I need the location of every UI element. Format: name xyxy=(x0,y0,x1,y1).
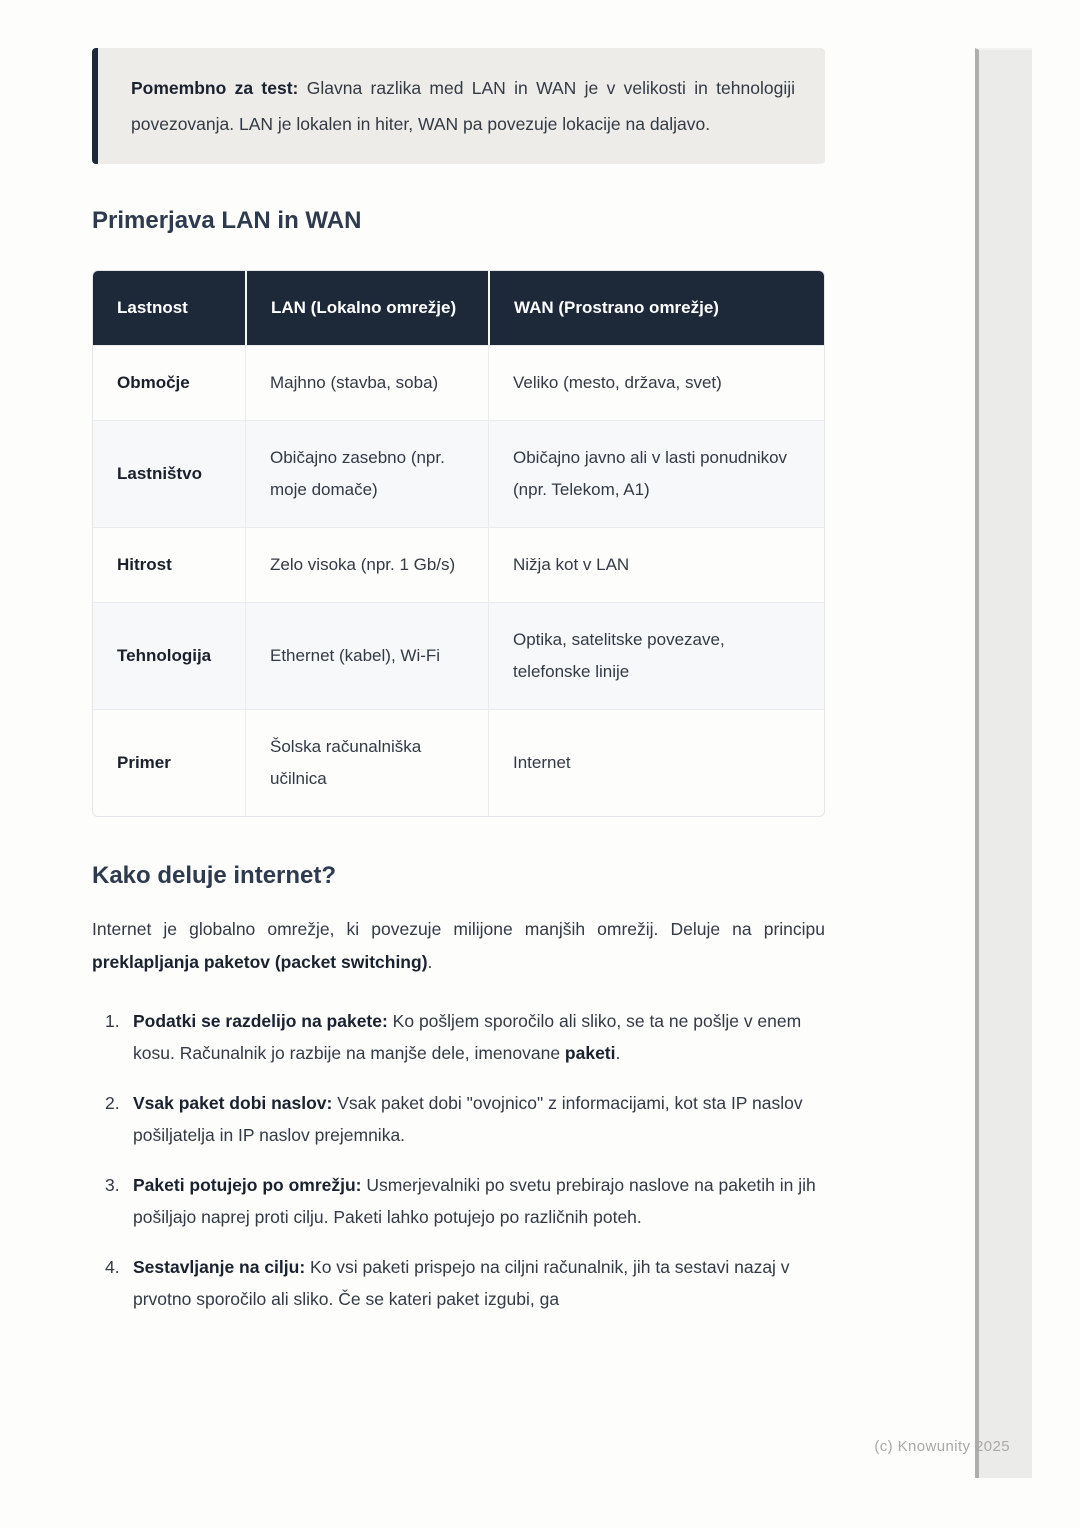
item-body: Vsak paket dobi "ovojnico" z informacijami, kot sta IP naslov pošiljatelja in IP naslov prejemnika. xyxy=(133,1093,803,1145)
item-lead: Paketi potujejo po omrežju: xyxy=(133,1175,362,1195)
packet-switching-steps-list xyxy=(92,1005,825,1315)
item-body: Ko pošljem sporočilo ali sliko, se ta ne pošlje v enem kosu. Računalnik jo razbije na manjše dele, imenovane xyxy=(133,1011,802,1063)
intro-text: Internet je globalno omrežje, ki povezuje milijone manjših omrežij. Deluje na principu xyxy=(92,919,825,939)
intro-bold-term: preklapljanja paketov (packet switching) xyxy=(92,952,428,972)
column-header-feature: Lastnost xyxy=(93,271,245,345)
item-lead: Vsak paket dobi naslov: xyxy=(133,1093,333,1113)
watermark: (c) Knowunity 2025 xyxy=(874,1438,1010,1455)
table-row xyxy=(93,602,824,709)
callout-text: Glavna razlika med LAN in WAN je v velikosti in tehnologiji povezovanja. LAN je lokalen in hiter, WAN pa povezuje lokacije na daljavo. xyxy=(131,78,795,134)
cell-wan: Optika, satelitske povezave, telefonske linije xyxy=(488,602,824,709)
row-label: Tehnologija xyxy=(93,602,245,709)
list-item xyxy=(92,1251,825,1315)
item-body: Ko vsi paketi prispejo na ciljni računalnik, jih ta sestavi nazaj v prvotno sporočilo ali sliko. Če se kateri paket izgubi, ga xyxy=(133,1257,790,1309)
table-row xyxy=(93,527,824,602)
table-row xyxy=(93,709,824,816)
intro-paragraph xyxy=(92,913,825,979)
table-row xyxy=(93,420,824,527)
list-item xyxy=(92,1005,825,1069)
item-body: Usmerjevalniki po svetu prebirajo naslove na paketih in jih pošiljajo naprej proti cilju. Paketi lahko potujejo po različnih poteh. xyxy=(133,1175,816,1227)
item-number: 2. xyxy=(105,1093,120,1113)
cell-lan: Majhno (stavba, soba) xyxy=(245,345,488,420)
important-note-callout xyxy=(92,48,825,164)
table-header-row xyxy=(93,271,824,345)
column-header-lan: LAN (Lokalno omrežje) xyxy=(245,271,488,345)
lan-wan-table xyxy=(93,271,824,816)
cell-lan: Zelo visoka (npr. 1 Gb/s) xyxy=(245,527,488,602)
item-number: 4. xyxy=(105,1257,120,1277)
intro-text-end: . xyxy=(427,952,433,972)
item-lead: Podatki se razdelijo na pakete: xyxy=(133,1011,388,1031)
item-text xyxy=(133,1169,825,1233)
row-label: Primer xyxy=(93,709,245,816)
item-text xyxy=(133,1087,825,1151)
cell-wan: Običajno javno ali v lasti ponudnikov (npr. Telekom, A1) xyxy=(488,420,824,527)
item-number: 1. xyxy=(105,1011,120,1031)
scrollbar-track[interactable] xyxy=(975,48,1032,1478)
cell-lan: Običajno zasebno (npr. moje domače) xyxy=(245,420,488,527)
cell-wan: Veliko (mesto, država, svet) xyxy=(488,345,824,420)
column-header-wan: WAN (Prostrano omrežje) xyxy=(488,271,824,345)
list-item xyxy=(92,1169,825,1233)
cell-wan: Nižja kot v LAN xyxy=(488,527,824,602)
table-row xyxy=(93,345,824,420)
item-number: 3. xyxy=(105,1175,120,1195)
item-em: paketi xyxy=(564,1043,616,1063)
item-text xyxy=(133,1005,825,1069)
row-label: Območje xyxy=(93,345,245,420)
section-title-lan-wan-comparison: Primerjava LAN in WAN xyxy=(92,207,362,234)
callout-label: Pomembno za test: xyxy=(131,78,299,98)
item-end: . xyxy=(615,1043,621,1063)
document-page xyxy=(92,0,825,1333)
callout-paragraph xyxy=(131,70,795,142)
row-label: Lastništvo xyxy=(93,420,245,527)
item-lead: Sestavljanje na cilju: xyxy=(133,1257,306,1277)
section-title-how-internet-works: Kako deluje internet? xyxy=(92,862,337,889)
lan-wan-table-wrapper xyxy=(92,270,825,817)
list-item xyxy=(92,1087,825,1151)
item-text xyxy=(133,1251,825,1315)
row-label: Hitrost xyxy=(93,527,245,602)
cell-lan: Šolska računalniška učilnica xyxy=(245,709,488,816)
cell-lan: Ethernet (kabel), Wi-Fi xyxy=(245,602,488,709)
cell-wan: Internet xyxy=(488,709,824,816)
